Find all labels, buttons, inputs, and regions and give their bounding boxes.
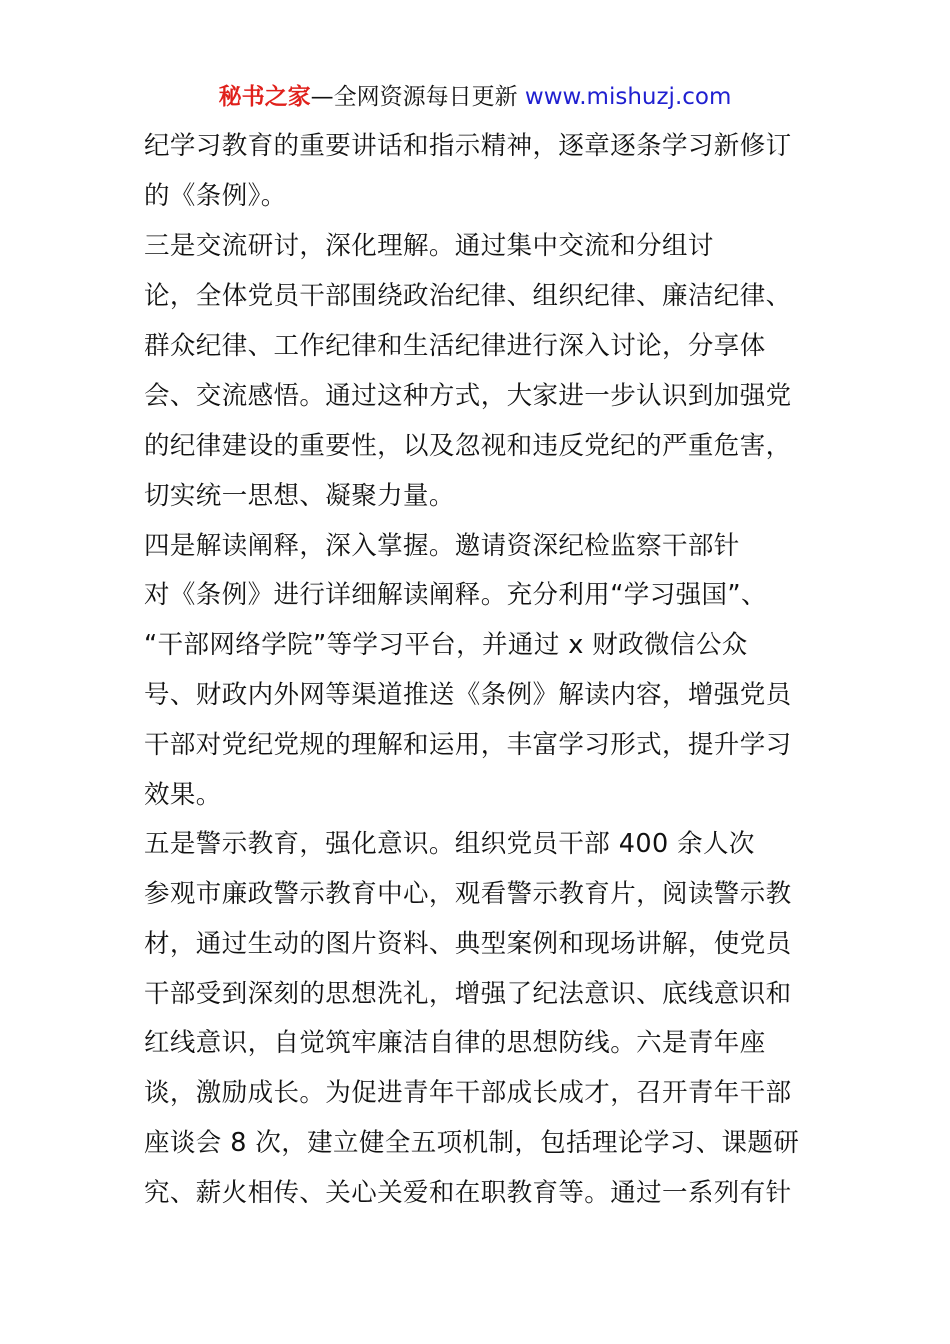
text-line: 的《条例》。	[144, 181, 287, 211]
text-line: 材，通过生动的图片资料、典型案例和现场讲解，使党员	[144, 929, 792, 959]
text-line: 三是交流研讨，深化理解。通过集中交流和分组讨	[144, 231, 714, 261]
text-line: 的纪律建设的重要性，以及忽视和违反党纪的严重危害，	[144, 431, 792, 461]
site-url-link[interactable]: www.mishuzj.com	[524, 84, 732, 110]
text-line: 干部对党纪党规的理解和运用，丰富学习形式，提升学习	[144, 730, 792, 760]
text-line: 五是警示教育，强化意识。组织党员干部 400 余人次	[144, 829, 755, 859]
text-line: 会、交流感悟。通过这种方式，大家进一步认识到加强党	[144, 381, 792, 411]
text-line: 红线意识，自觉筑牢廉洁自律的思想防线。六是青年座	[144, 1028, 766, 1058]
text-line: 效果。	[144, 780, 222, 810]
text-line: 群众纪律、工作纪律和生活纪律进行深入讨论，分享体	[144, 331, 766, 361]
text-line: 四是解读阐释，深入掌握。邀请资深纪检监察干部针	[144, 531, 740, 561]
text-line: 号、财政内外网等渠道推送《条例》解读内容，增强党员	[144, 680, 792, 710]
text-line: 究、薪火相传、关心关爱和在职教育等。通过一系列有针	[144, 1178, 792, 1208]
text-line: 对《条例》进行详细解读阐释。充分利用“学习强国”、	[144, 580, 767, 610]
site-header	[0, 82, 950, 112]
header-tagline: —全网资源每日更新	[310, 84, 518, 110]
text-line: 谈，激励成长。为促进青年干部成长成才，召开青年干部	[144, 1078, 792, 1108]
text-line: 干部受到深刻的思想洗礼，增强了纪法意识、底线意识和	[144, 979, 792, 1009]
text-line: “干部网络学院”等学习平台，并通过 x 财政微信公众	[144, 630, 748, 660]
brand-name: 秘书之家	[218, 84, 311, 110]
text-line: 座谈会 8 次，建立健全五项机制，包括理论学习、课题研	[144, 1128, 800, 1158]
text-line: 论，全体党员干部围绕政治纪律、组织纪律、廉洁纪律、	[144, 281, 792, 311]
text-line: 纪学习教育的重要讲话和指示精神，逐章逐条学习新修订	[144, 131, 792, 161]
text-line: 切实统一思想、凝聚力量。	[144, 481, 455, 511]
text-line: 参观市廉政警示教育中心，观看警示教育片，阅读警示教	[144, 879, 792, 909]
